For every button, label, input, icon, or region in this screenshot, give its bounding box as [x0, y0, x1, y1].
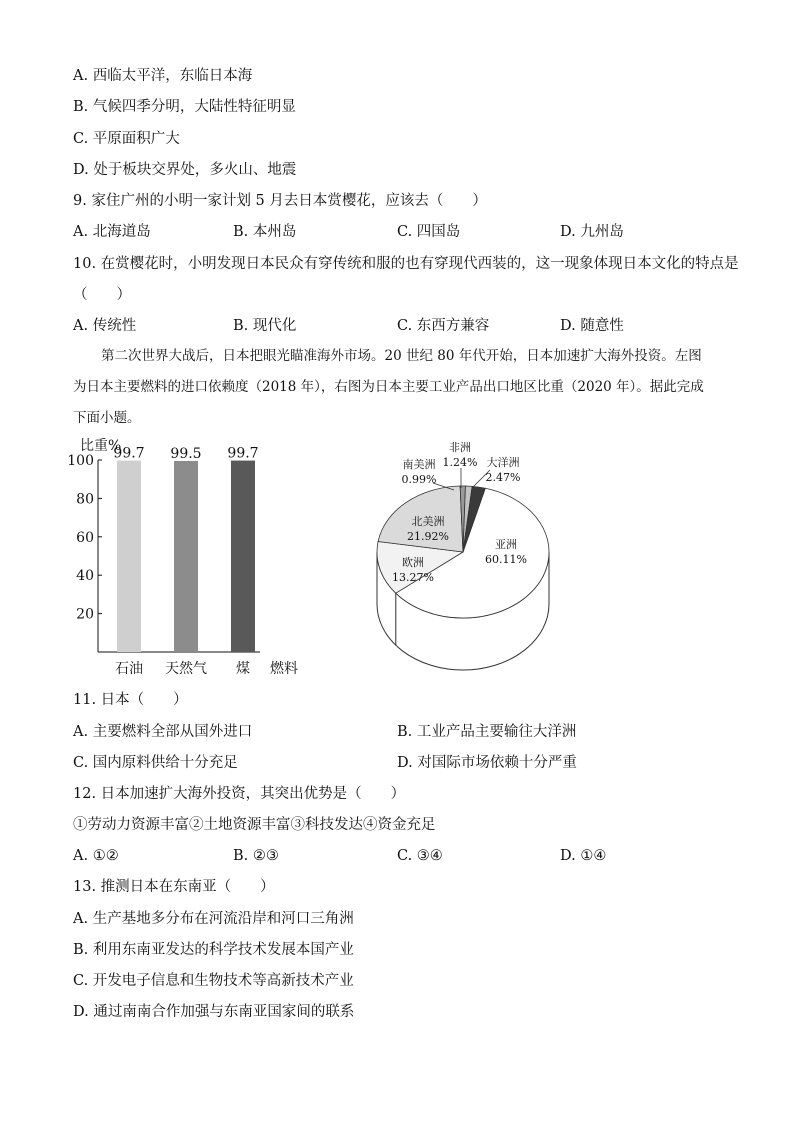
- q13-option-b: B. 利用东南亚发达的科学技术发展本国产业: [73, 942, 354, 958]
- q10-stem-cont: （ ）: [73, 287, 131, 303]
- pie-slice-percent: 21.92%: [407, 530, 449, 543]
- bar-2: [174, 461, 198, 652]
- q12-option-c: C. ③④: [397, 848, 443, 864]
- pie-slice-percent: 60.11%: [485, 553, 527, 566]
- q12-option-a: A. ①②: [73, 848, 119, 864]
- q11-option-c: C. 国内原料供给十分充足: [73, 755, 238, 771]
- q10-option-d: D. 随意性: [560, 318, 624, 334]
- q9-option-a: A. 北海道岛: [73, 224, 151, 240]
- pie-slice-name: 亚洲: [495, 538, 517, 551]
- q10-option-b: B. 现代化: [233, 318, 297, 334]
- q13-option-a: A. 生产基地多分布在河流沿岸和河口三角洲: [73, 911, 354, 927]
- bar-1: [117, 461, 141, 652]
- y-tick-label: 60: [76, 529, 94, 546]
- pie-slice-percent: 2.47%: [485, 471, 521, 484]
- q13-option-d: D. 通过南南合作加强与东南亚国家间的联系: [73, 1004, 355, 1020]
- x-category-label: 石油: [115, 661, 143, 677]
- bar-value-label: 99.7: [113, 445, 145, 462]
- intro-line-3: 下面小题。: [73, 410, 141, 426]
- export-region-pie-chart: [368, 432, 588, 672]
- q12-statements: ①劳动力资源丰富②土地资源丰富③科技发达④资金充足: [73, 817, 436, 833]
- intro-line-2: 为日本主要燃料的进口依赖度（2018 年），右图为日本主要工业产品出口地区比重（2020 年）。据此完成: [73, 379, 704, 395]
- y-tick-label: 80: [76, 491, 94, 508]
- fuel-import-bar-chart: [60, 432, 320, 682]
- q10-stem: 10. 在赏樱花时，小明发现日本民众有穿传统和服的也有穿现代西装的，这一现象体现日本文化的特点是: [73, 256, 739, 272]
- material-intro: [73, 341, 713, 434]
- q11-option-a: A. 主要燃料全部从国外进口: [73, 724, 253, 740]
- x-axis-label: 燃料: [270, 661, 298, 677]
- bar-3: [231, 461, 255, 652]
- pie-slice-name: 欧洲: [402, 556, 424, 569]
- q11-option-d: D. 对国际市场依赖十分严重: [397, 755, 577, 771]
- y-axis-label: 比重%: [80, 438, 122, 454]
- intro-line-1: 第二次世界大战后，日本把眼光瞄准海外市场。20 世纪 80 年代开始，日本加速扩大海外投资。左图: [101, 348, 702, 364]
- y-tick-label: 20: [76, 606, 94, 623]
- q11-stem: 11. 日本（ ）: [73, 692, 188, 708]
- q8-option-b: B. 气候四季分明，大陆性特征明显: [73, 99, 296, 115]
- q10-option-a: A. 传统性: [73, 318, 137, 334]
- q9-option-c: C. 四国岛: [397, 224, 461, 240]
- bar-value-label: 99.5: [170, 445, 202, 462]
- q12-stem: 12. 日本加速扩大海外投资，其突出优势是（ ）: [73, 786, 406, 802]
- pie-slice-percent: 13.27%: [392, 571, 434, 584]
- q12-option-b: B. ②③: [233, 848, 279, 864]
- q13-stem: 13. 推测日本在东南亚（ ）: [73, 879, 275, 895]
- bar-value-label: 99.7: [227, 445, 259, 462]
- y-tick-label: 40: [76, 568, 94, 585]
- q9-stem: 9. 家住广州的小明一家计划 5 月去日本赏樱花，应该去（ ）: [73, 193, 487, 209]
- y-tick-label: 100: [67, 453, 94, 469]
- q8-option-d: D. 处于板块交界处，多火山、地震: [73, 162, 297, 178]
- q10-option-c: C. 东西方兼容: [397, 318, 490, 334]
- pie-slice-name: 南美洲: [402, 458, 436, 471]
- q13-option-c: C. 开发电子信息和生物技术等高新技术产业: [73, 973, 354, 989]
- q9-option-d: D. 九州岛: [560, 224, 624, 240]
- x-category-label: 煤: [236, 661, 250, 677]
- x-category-label: 天然气: [165, 661, 207, 677]
- q8-option-c: C. 平原面积广大: [73, 131, 180, 147]
- pie-slice-name: 大洋洲: [486, 456, 520, 469]
- q8-option-a: A. 西临太平洋，东临日本海: [73, 68, 253, 84]
- pie-slice-percent: 1.24%: [442, 456, 478, 469]
- pie-slice-percent: 0.99%: [401, 473, 437, 486]
- q11-option-b: B. 工业产品主要输往大洋洲: [397, 724, 577, 740]
- pie-slice-name: 非洲: [449, 441, 471, 454]
- q9-option-b: B. 本州岛: [233, 224, 297, 240]
- pie-slice-name: 北美洲: [411, 515, 445, 528]
- q12-option-d: D. ①④: [560, 848, 607, 864]
